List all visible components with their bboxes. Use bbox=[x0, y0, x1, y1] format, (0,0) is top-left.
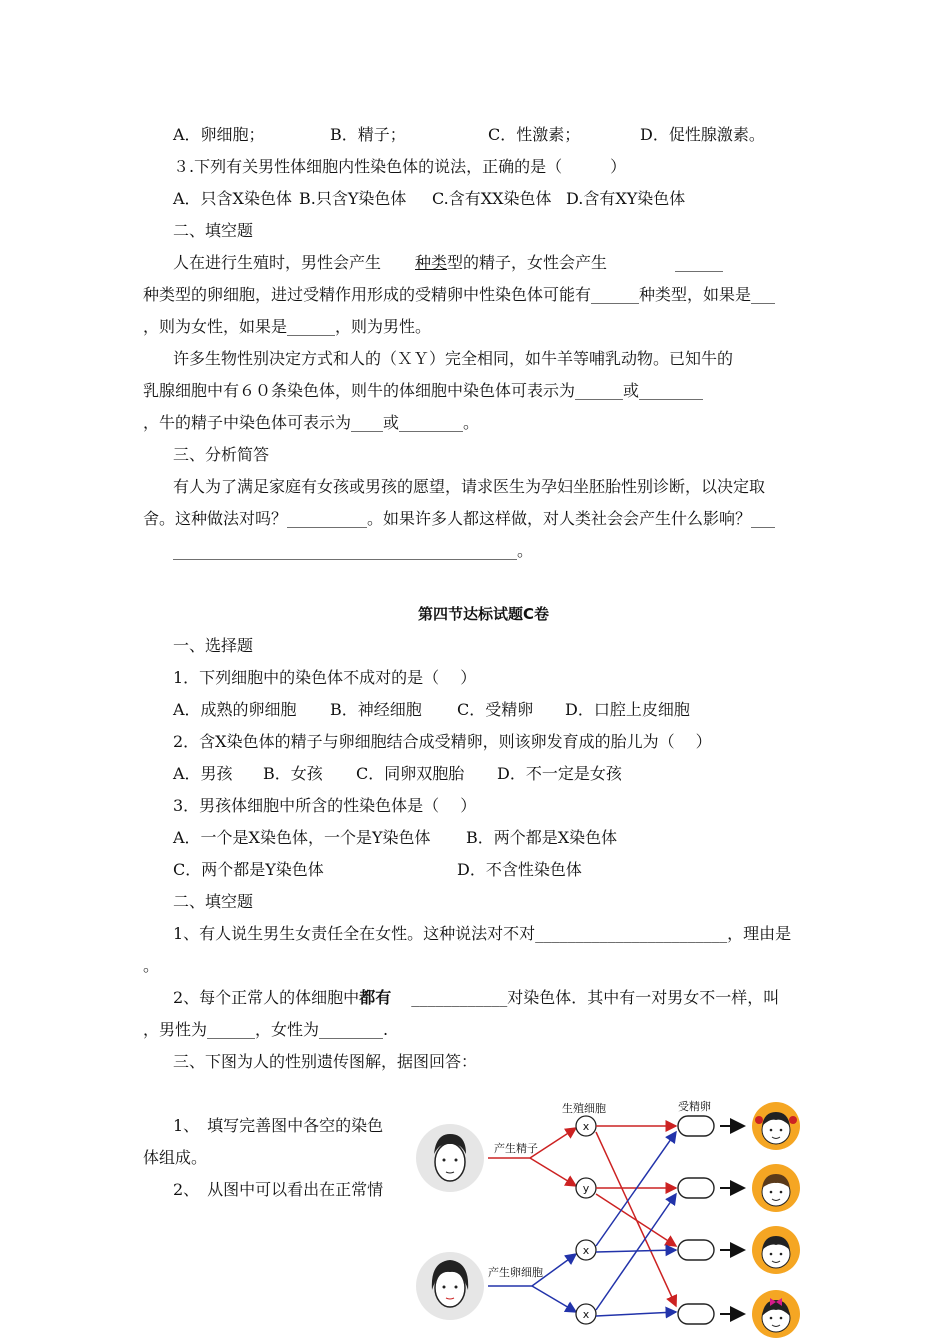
arrow-egg-2-to-zygote-4 bbox=[596, 1312, 676, 1316]
c-fill-2-text-b: 对染色体．其中有一对男女不一样，叫 bbox=[507, 988, 780, 1007]
father-avatar bbox=[416, 1124, 484, 1192]
c-fill-2-text-a: 2、每个正常人的体细胞中 bbox=[173, 988, 360, 1007]
fill-1-line-2: 种类型的卵细胞，进过受精作用形成的受精卵中性染色体可能有______种类型，如果是___ bbox=[143, 285, 776, 304]
diagram-q2-line-1: 2、 从图中可以看出在正常情 bbox=[173, 1180, 384, 1199]
c-fill-2-bold: 都有 bbox=[359, 988, 392, 1007]
fill-2-line-2: 乳腺细胞中有６０条染色体，则牛的体细胞中染色体可表示为______或________ bbox=[143, 381, 704, 400]
arrow-sperm-x-to-zygote-4 bbox=[596, 1132, 676, 1306]
c-fill-1-line-1: 1、有人说生男生女责任全在女性。这种说法对不对________________________，理由是 bbox=[173, 924, 792, 943]
option-d: D.含有XY染色体 bbox=[566, 189, 686, 208]
option-c: C．受精卵 bbox=[457, 700, 534, 719]
zygote-blank-1 bbox=[678, 1116, 714, 1136]
fill-1-text-c: 型的精子，女性会产生 bbox=[447, 253, 608, 272]
c-fill-2-line-1 bbox=[173, 988, 779, 1008]
analysis-line-1: 有人为了满足家庭有女孩或男孩的愿望，请求医生为孕妇坐胚胎性别诊断，以决定取 bbox=[173, 477, 766, 496]
option-a: A．只含X染色体 bbox=[173, 189, 292, 208]
c-q3-option-c: C．两个都是Y染色体 bbox=[173, 860, 324, 879]
sex-inheritance-diagram bbox=[410, 1090, 810, 1344]
analysis-line-3: ___________________________________________。 bbox=[173, 541, 534, 560]
c-fill-2-line-2: ，男性为______，女性为________. bbox=[143, 1020, 389, 1039]
c-q3-option-a: A．一个是X染色体，一个是Y染色体 bbox=[173, 828, 431, 847]
q3-options-row bbox=[0, 189, 950, 209]
c-q1-options-row bbox=[0, 700, 950, 720]
child-boy-2-avatar bbox=[752, 1226, 800, 1274]
arrow-sperm-y-to-zygote-3 bbox=[596, 1194, 676, 1246]
option-d: D．口腔上皮细胞 bbox=[565, 700, 690, 719]
arrow-mother-to-egg-2 bbox=[532, 1286, 576, 1312]
choice-heading: 一、选择题 bbox=[173, 636, 254, 655]
svg-text:x: x bbox=[582, 1244, 590, 1257]
gamete-egg-x-2 bbox=[576, 1304, 596, 1324]
option-d: D．促性腺激素。 bbox=[640, 125, 765, 144]
c-q3-option-b: B．两个都是X染色体 bbox=[466, 828, 618, 847]
option-c: C．同卵双胞胎 bbox=[356, 764, 465, 783]
q2-options-row bbox=[0, 125, 950, 145]
fill-1-text-a: 人在进行生殖时，男性会产生 bbox=[173, 253, 382, 272]
option-b: B．精子； bbox=[330, 125, 406, 144]
gamete-sperm-y bbox=[576, 1178, 596, 1198]
option-a: A．男孩 bbox=[173, 764, 233, 783]
c-fill-heading: 二、填空题 bbox=[173, 892, 254, 911]
analysis-heading: 三、分析简答 bbox=[173, 445, 270, 464]
option-c: C．性激素； bbox=[488, 125, 581, 144]
c-q2-options-row bbox=[0, 764, 950, 784]
svg-text:y: y bbox=[582, 1182, 590, 1195]
fill-2-line-1: 许多生物性别决定方式和人的（ＸＹ）完全相同，如牛羊等哺乳动物。已知牛的 bbox=[173, 349, 734, 368]
analysis-line-2: 舍。这种做法对吗？__________。如果许多人都这样做，对人类社会会产生什么影响？___ bbox=[143, 509, 776, 528]
diagram-heading: 三、下图为人的性别遗传图解，据图回答： bbox=[173, 1052, 478, 1071]
gamete-egg-x-1 bbox=[576, 1240, 596, 1260]
svg-text:x: x bbox=[582, 1120, 590, 1133]
fill-1-blank: ______ bbox=[675, 253, 723, 272]
fill-1-line-3: ，则为女性，如果是______，则为男性。 bbox=[143, 317, 432, 336]
arrow-father-to-sperm-y bbox=[530, 1158, 576, 1186]
c-fill-2-blank: ____________ bbox=[411, 988, 508, 1007]
child-girl-1-avatar bbox=[752, 1102, 800, 1150]
label-fertilized-egg: 受精卵 bbox=[678, 1100, 711, 1113]
zygote-blank-3 bbox=[678, 1240, 714, 1260]
fill-heading: 二、填空题 bbox=[173, 221, 254, 240]
option-a: A．成熟的卵细胞 bbox=[173, 700, 297, 719]
c-question-2-stem: 2．含X染色体的精子与卵细胞结合成受精卵，则该卵发育成的胎儿为（ ） bbox=[173, 732, 712, 751]
section-title: 第四节达标试题C卷 bbox=[418, 605, 550, 623]
c-question-1-stem: 1．下列细胞中的染色体不成对的是（ ） bbox=[173, 668, 477, 687]
option-c: C.含有XX染色体 bbox=[432, 189, 552, 208]
option-b: B．神经细胞 bbox=[330, 700, 422, 719]
c-question-3-stem: 3．男孩体细胞中所含的性染色体是（ ） bbox=[173, 796, 477, 815]
option-a: A．卵细胞； bbox=[173, 125, 265, 144]
diagram-q1-line-2: 体组成。 bbox=[143, 1148, 208, 1167]
fill-1-line-1 bbox=[173, 253, 607, 273]
fill-1-underlined: 种类 bbox=[415, 253, 448, 272]
svg-text:x: x bbox=[582, 1308, 590, 1321]
label-germ-cells: 生殖细胞 bbox=[562, 1102, 606, 1115]
arrow-egg-1-to-zygote-1 bbox=[596, 1132, 676, 1246]
label-produce-sperm: 产生精子 bbox=[494, 1142, 538, 1155]
zygote-blank-2 bbox=[678, 1178, 714, 1198]
question-3-stem: ３.下列有关男性体细胞内性染色体的说法，正确的是（ ） bbox=[173, 157, 627, 176]
c-fill-1-line-2: 。 bbox=[143, 956, 160, 975]
zygote-blank-4 bbox=[678, 1304, 714, 1324]
option-b: B．女孩 bbox=[263, 764, 323, 783]
fill-2-line-3: ，牛的精子中染色体可表示为____或________。 bbox=[143, 413, 480, 432]
child-girl-2-avatar bbox=[752, 1290, 800, 1338]
mother-avatar bbox=[416, 1252, 484, 1320]
label-produce-egg: 产生卵细胞 bbox=[488, 1266, 543, 1279]
option-d: D．不一定是女孩 bbox=[497, 764, 622, 783]
c-q3-option-d: D．不含性染色体 bbox=[457, 860, 582, 879]
option-b: B.只含Y染色体 bbox=[299, 189, 407, 208]
gamete-sperm-x bbox=[576, 1116, 596, 1136]
diagram-q1-line-1: 1、 填写完善图中各空的染色 bbox=[173, 1116, 384, 1135]
child-boy-1-avatar bbox=[752, 1164, 800, 1212]
